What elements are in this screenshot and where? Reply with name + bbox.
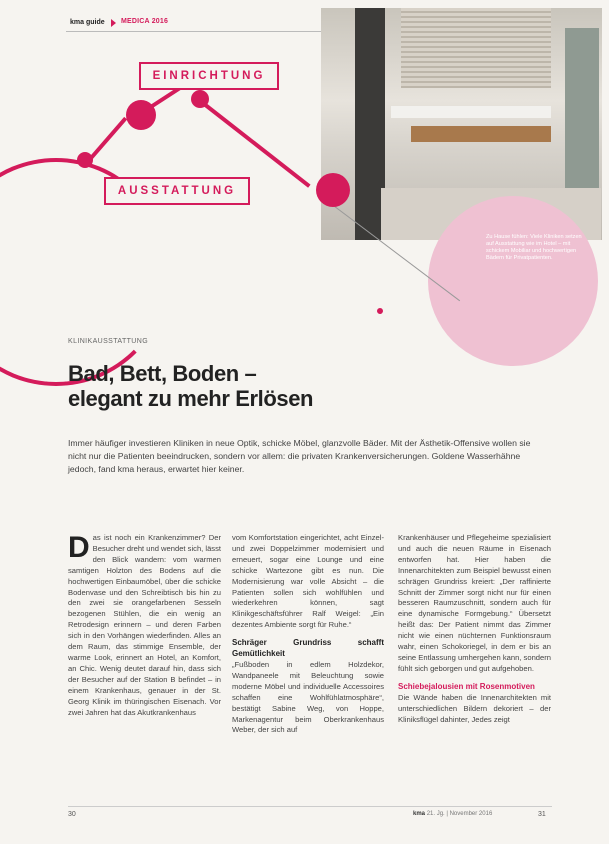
page-title bbox=[68, 361, 368, 411]
label-ausstattung: AUSSTATTUNG bbox=[104, 177, 250, 205]
text-column-3 bbox=[398, 533, 551, 725]
drop-cap: D bbox=[68, 531, 90, 564]
body-text: vom Komfortstation eingerichtet, acht Einzel- und zwei Doppelzimmer modernisiert und erneuert, sogar eine Lounge und eine schicke Wartezone gibt es nun. Die Modernisierung war volle Absicht – die Patienten sollen sich wohlfühlen und wiederkehren können, sagt Klinikgeschäftsführer Ralf Weigel: „Ein dezentes Ambiente sorgt für Ruhe.“ bbox=[232, 533, 384, 630]
header-divider bbox=[66, 31, 326, 32]
subheading: Schiebejalousien mit Rosenmotiven bbox=[398, 681, 535, 691]
caption-circle bbox=[428, 196, 598, 366]
text-column-1 bbox=[68, 533, 221, 718]
footer-divider bbox=[68, 806, 552, 807]
network-node bbox=[316, 173, 350, 207]
title-line: elegant zu mehr Erlösen bbox=[68, 386, 314, 411]
body-text: Krankenhäuser und Pflegeheime spezialisiert und auch die neuen Räume in Eisenach entworfen hat. Hier haben die Innenarchitekten zum Beispiel bewusst einen schrägen Grundriss kreiert: „Der raffinierte Schnitt der Zimmer sorgt nicht nur für einen besseren Raumzuschnitt, sondern auch für eine dynamische Formgebung.“ Übersetzt heißt das: Der Patient nimmt das Zimmer nicht wie einen nüchternen Funktionsraum wahr, einen Schokoriegel, in dem er bis an seine Entlassung umhergehen kann, sondern fühlt sich geborgen und gut aufgehoben. bbox=[398, 533, 551, 673]
body-text: as ist noch ein Krankenzimmer? Der Besucher dreht und wendet sich, lässt den Blick wandern: vom warmen samtigen Holzton des Bodens auf die hochwertigen Einbaumöbel, über die schicke Bodenvase und den Schreibtisch bis hin zu den zwei sie orangefarbenen Sesseln bezogenen Stühlen, die ein wenig an Retrodesign erinnern – und deren Farben sich in den Vorhängen wiederfinden. Alles an dem Raum, das stimmige Ensemble, der warme Look, erinnert an Hotel, an Komfort, an Chic. Wenig deutet darauf hin, dass sich der Besucher auf der Station B befindet – in einem Krankenhaus, genauer in der St. Georg Klinik im thüringischen Eisenach. Vor zwei Jahren hat das Akutkrankenhaus bbox=[68, 533, 221, 717]
footer-mag: kma bbox=[413, 811, 426, 817]
title-line: Bad, Bett, Boden – bbox=[68, 361, 257, 386]
network-node bbox=[377, 308, 383, 314]
rubric: KLINIKAUSSTATTUNG bbox=[68, 338, 149, 345]
footer-issue-text: 21. Jg. | November 2016 bbox=[426, 811, 493, 817]
connector-line bbox=[198, 98, 311, 187]
network-node bbox=[77, 152, 93, 168]
network-node bbox=[191, 90, 209, 108]
body-text: Die Wände haben die Innenarchitekten mit unterschiedlichen Bildern dekoriert – der Kliniksflügel dahinter, Jedes zeigt bbox=[398, 692, 551, 724]
network-node bbox=[126, 100, 156, 130]
event-label: MEDICA 2016 bbox=[121, 18, 169, 25]
arrow-right-icon bbox=[111, 19, 116, 27]
lead-paragraph: Immer häufiger investieren Kliniken in neue Optik, schicke Möbel, glanzvolle Bäder. Mit der Ästhetik-Offensive wollen sie nicht nur die Patienten beeindrucken, sondern vor allem: die privaten Krankenversicherungen. Goldene Wasserhähne jedoch, fand kma heraus, erwartet hier keiner. bbox=[68, 438, 531, 474]
label-einrichtung: EINRICHTUNG bbox=[139, 62, 279, 90]
bathroom-photo bbox=[321, 8, 602, 240]
brand-label: kma guide bbox=[70, 19, 105, 26]
footer-issue bbox=[413, 811, 492, 817]
page-number-left: 30 bbox=[68, 811, 76, 818]
text-column-2 bbox=[232, 533, 384, 736]
subheading: Schräger Grundriss schafft Gemütlichkeit bbox=[232, 638, 384, 659]
body-text: „Fußboden in edlem Holzdekor, Wandpaneele mit Beleuchtung sowie moderne Möbel und individuelle Accessoires schaffen eine Wohlfühlatmosphäre“, bestätigt Sabine Weg, von Hoppe, Markenagentur beim Oberkrankenhaus Weber, der sich auf bbox=[232, 659, 384, 735]
page-number-right: 31 bbox=[538, 811, 546, 818]
photo-caption: Zu Hause fühlen: Viele Kliniken setzen auf Ausstattung wie im Hotel – mit schickem Mobiliar und hochwertigen Bädern für Privatpatienten. bbox=[486, 234, 582, 261]
